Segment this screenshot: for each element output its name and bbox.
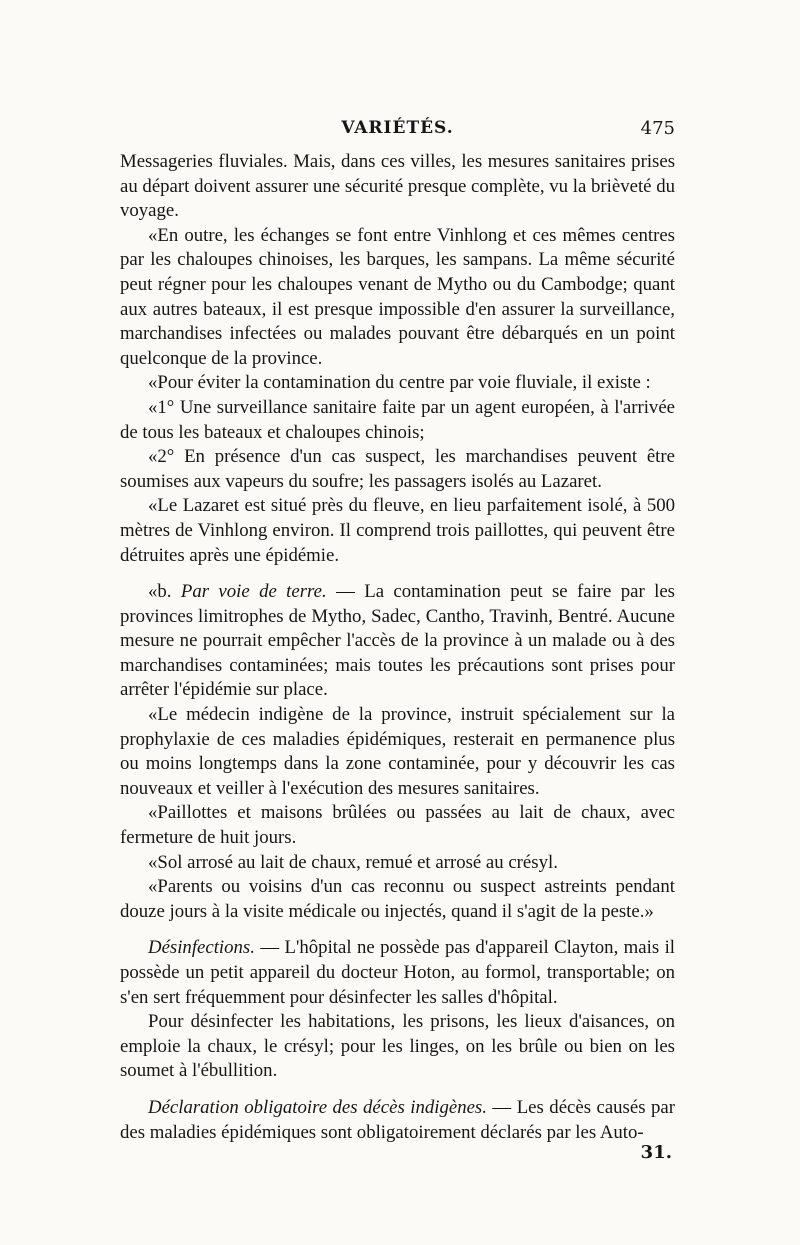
paragraph-lead: «b. [148,581,181,603]
section-heading: Désinfections. [148,937,255,959]
section-heading: Déclaration obligatoire des décès indigènes. [148,1096,487,1118]
paragraph-text: — Les décès causés par des maladies épidémiques sont obligatoirement déclarés par les Auto- [120,1096,675,1143]
paragraph: Pour désinfecter les habitations, les prisons, les lieux d'aisances, on emploie la chaux, le crésyl; pour les linges, on les brûle ou bien on les soumet à l'ébullition. [120,1011,675,1082]
page-header [120,118,675,144]
page-number: 475 [640,118,675,139]
paragraph: «Paillottes et maisons brûlées ou passées au lait de chaux, avec fermeture de huit jours. [120,802,675,849]
paragraph: «1° Une surveillance sanitaire faite par un agent européen, à l'arrivée de tous les bateaux et chaloupes chinois; [120,396,675,443]
paragraph: Messageries fluviales. Mais, dans ces villes, les mesures sanitaires prises au départ doivent assurer une sécurité presque complète, vu la brièveté du voyage. [120,151,675,222]
paragraph [120,936,675,1010]
paragraph-text: — La contamination peut se faire par les provinces limitrophes de Mytho, Sadec, Cantho, Travinh, Bentré. Aucune mesure ne pourrait empêcher l'accès de la province à un malade ou à des marchandises contaminées; mais toutes les précautions sont prises pour arrêter l'épidémie sur place. [120,581,675,701]
paragraph [120,1096,675,1145]
paragraph: «Parents ou voisins d'un cas reconnu ou suspect astreints pendant douze jours à la visite médicale ou injectés, quand il s'agit de la peste.» [120,876,675,922]
paragraph: «Le médecin indigène de la province, instruit spécialement sur la prophylaxie de ces maladies épidémiques, resterait en permanence plus ou moins longtemps dans la zone contaminée, pour y découvrir les cas nouveaux et veiller à l'exécution des mesures sanitaires. [120,704,675,799]
paragraph [120,580,675,703]
paragraph: «En outre, les échanges se font entre Vinhlong et ces mêmes centres par les chaloupes chinoises, les barques, les sampans. La même sécurité peut régner pour les chaloupes venant de Mytho ou du Cambodge; quant aux autres bateaux, il est presque impossible d'en assurer la surveillance, marchandises infectées ou malades pouvant être débarqués en un point quelconque de la province. [120,224,675,369]
running-title: VARIÉTÉS. [341,118,454,138]
paragraph: «Sol arrosé au lait de chaux, remué et arrosé au crésyl. [148,851,558,873]
paragraph-text: — L'hôpital ne possède pas d'appareil Clayton, mais il possède un petit appareil du docteur Hoton, au formol, transportable; on s'en sert fréquemment pour désinfecter les salles d'hôpital. [120,937,675,1008]
paragraph: «Pour éviter la contamination du centre par voie fluviale, il existe : [148,372,651,394]
section-heading: Par voie de terre. [180,581,327,603]
paragraph: «2° En présence d'un cas suspect, les marchandises peuvent être soumises aux vapeurs du soufre; les passagers isolés au Lazaret. [120,446,675,492]
signature-mark: 31. [640,1142,672,1163]
paragraph: «Le Lazaret est situé près du fleuve, en lieu parfaitement isolé, à 500 mètres de Vinhlong environ. Il comprend trois paillottes, qui peuvent être détruites après une épidémie. [120,495,675,566]
body-text [120,150,675,1145]
